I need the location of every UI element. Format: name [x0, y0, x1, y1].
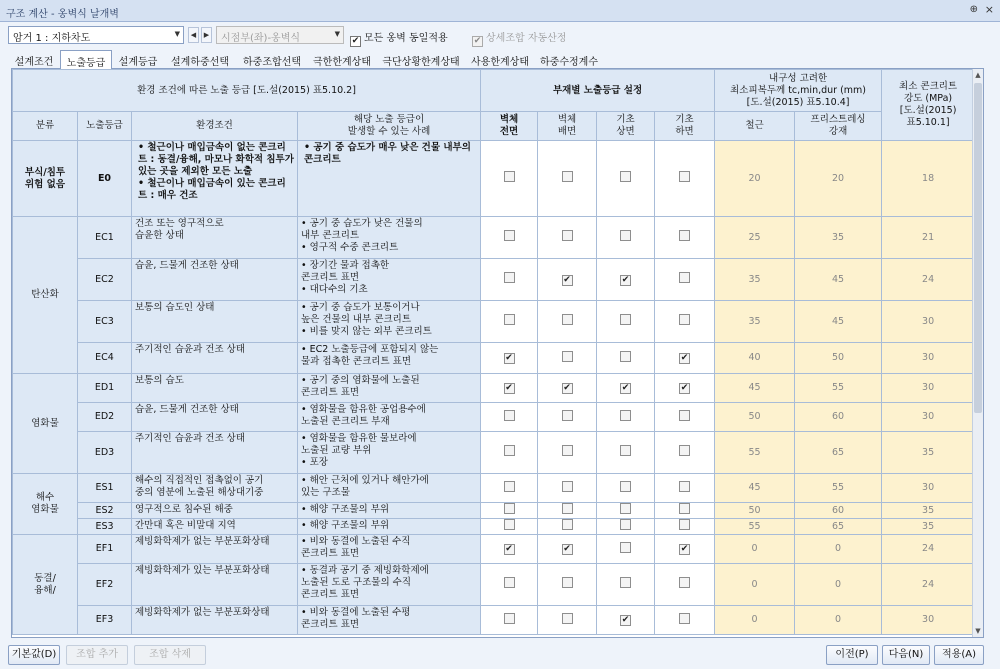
footing-top-checkbox[interactable]	[620, 481, 631, 492]
cell-wall-front	[481, 503, 538, 519]
col-example: 해당 노출 등급이 발생할 수 있는 사례	[298, 112, 481, 141]
wall-front-checkbox[interactable]	[504, 410, 515, 421]
cell-footing-bottom	[655, 503, 715, 519]
cell-wall-back	[538, 343, 597, 374]
rebar-cover: 35	[715, 259, 795, 301]
footing-bottom-checkbox[interactable]	[679, 519, 690, 530]
exposure-example: • 비와 동결에 노출된 수직 콘크리트 표면	[298, 535, 481, 564]
cell-footing-top	[597, 141, 655, 217]
grade-code: E0	[78, 141, 132, 217]
tab-design-grade[interactable]: 설계등급	[118, 57, 158, 68]
wall-front-checkbox[interactable]	[504, 481, 515, 492]
culvert-select-value: 암거 1 : 지하차도	[13, 33, 91, 44]
exposure-example: • 공기 중의 염화물에 노출된 콘크리트 표면	[298, 374, 481, 403]
rebar-cover: 55	[715, 432, 795, 474]
wall-front-checkbox[interactable]	[504, 613, 515, 624]
rebar-cover: 0	[715, 564, 795, 606]
footing-bottom-checkbox[interactable]	[679, 314, 690, 325]
grade-code: EF1	[78, 535, 132, 564]
footing-top-checkbox[interactable]	[620, 577, 631, 588]
same-apply-checkbox[interactable]	[350, 29, 448, 47]
prestress-cover: 55	[795, 474, 882, 503]
table-row	[13, 519, 975, 535]
prestress-cover: 20	[795, 141, 882, 217]
next-button[interactable]: 다음(N)	[882, 645, 930, 665]
cell-footing-top	[597, 403, 655, 432]
exposure-example: • 공기 중 습도가 보통이거나 높은 건물의 내부 콘크리트 • 비를 맞지 않는 외부 콘크리트	[298, 301, 481, 343]
col-condition: 환경조건	[132, 112, 298, 141]
footing-top-checkbox[interactable]	[620, 410, 631, 421]
cell-footing-bottom	[655, 519, 715, 535]
prev-culvert-button[interactable]: ◀	[188, 27, 199, 43]
auto-combo-label: 상세조합 자동산정	[486, 33, 567, 44]
cell-wall-back	[538, 564, 597, 606]
cell-footing-bottom	[655, 432, 715, 474]
culvert-select[interactable]	[8, 26, 184, 44]
wall-front-checkbox[interactable]: ✔	[505, 383, 513, 393]
cell-footing-top	[597, 474, 655, 503]
footing-bottom-checkbox[interactable]	[679, 410, 690, 421]
wall-back-checkbox[interactable]	[562, 503, 573, 514]
footing-top-checkbox[interactable]	[620, 503, 631, 514]
pin-icon[interactable]: ⊕	[969, 4, 978, 15]
col-prestress: 프리스트레싱 강재	[795, 112, 882, 141]
exposure-example: • 해안 근처에 있거나 해안가에 있는 구조물	[298, 474, 481, 503]
col-rebar: 철근	[715, 112, 795, 141]
wall-back-checkbox[interactable]	[562, 613, 573, 624]
min-strength: 30	[882, 403, 975, 432]
exposure-example: • 동결과 공기 중 제빙화학제에 노출된 도로 구조물의 수직 콘크리트 표면	[298, 564, 481, 606]
bottom-bar	[0, 641, 1000, 669]
exposure-example: • 공기 중 습도가 매우 낮은 건물 내부의 콘크리트	[298, 141, 481, 217]
apply-button[interactable]: 적용(A)	[934, 645, 984, 665]
rebar-cover: 50	[715, 403, 795, 432]
table-row	[13, 535, 975, 564]
group-none: 부식/침투 위험 없음	[13, 141, 78, 217]
footing-bottom-checkbox[interactable]	[679, 481, 690, 492]
cell-footing-bottom	[655, 474, 715, 503]
min-strength-title: 최소 콘크리트 강도 (MPa) [도.설(2015) 표5.10.1]	[882, 70, 975, 141]
footing-top-checkbox[interactable]	[620, 230, 631, 241]
cell-wall-front	[481, 519, 538, 535]
cell-wall-back	[538, 403, 597, 432]
footing-bottom-checkbox[interactable]	[679, 503, 690, 514]
footing-top-checkbox[interactable]: ✔	[621, 383, 630, 393]
footing-top-checkbox[interactable]	[620, 542, 631, 553]
grade-code: ED1	[78, 374, 132, 403]
table-row	[13, 606, 975, 635]
add-combo-button[interactable]: 조합 추가	[66, 645, 128, 665]
scroll-down-icon[interactable]: ▼	[975, 627, 981, 635]
exposure-example: • 해양 구조물의 부위	[298, 503, 481, 519]
col-grade: 노출등급	[78, 112, 132, 141]
wall-front-checkbox[interactable]	[504, 577, 515, 588]
min-strength: 30	[882, 343, 975, 374]
exposure-example: • 비와 동결에 노출된 수평 콘크리트 표면	[298, 606, 481, 635]
chevron-down-icon: ▼	[334, 30, 340, 38]
footing-bottom-checkbox[interactable]	[679, 445, 690, 456]
tab-load-modifier[interactable]: 하중수정계수	[540, 57, 598, 68]
env-condition: 제빙화학제가 있는 부분포화상태	[132, 564, 298, 606]
prev-button[interactable]: 이전(P)	[826, 645, 878, 665]
cell-wall-front	[481, 374, 538, 403]
close-icon[interactable]: ×	[984, 3, 994, 16]
col-footing-bottom: 기초 하면	[655, 112, 715, 141]
wall-front-checkbox[interactable]: ✔	[505, 353, 513, 363]
tab-extreme-event-limit-state[interactable]: 극단상황한계상태	[382, 57, 460, 68]
cover-thickness-title: 내구성 고려한 최소피복두께 tc,min,dur (mm) [도.설(2015) 표5.10.4]	[715, 70, 882, 112]
prestress-cover: 0	[795, 564, 882, 606]
min-strength: 30	[882, 301, 975, 343]
wall-back-checkbox[interactable]	[562, 445, 573, 456]
grade-code: ES1	[78, 474, 132, 503]
env-condition: 해수의 직접적인 접촉없이 공기 중의 염분에 노출된 해상대기중	[132, 474, 298, 503]
wall-front-checkbox[interactable]	[504, 519, 515, 530]
wall-front-checkbox[interactable]	[504, 314, 515, 325]
cell-wall-front	[481, 474, 538, 503]
wall-back-checkbox[interactable]	[562, 519, 573, 530]
cell-footing-top	[597, 503, 655, 519]
cell-footing-bottom	[655, 343, 715, 374]
cell-wall-front	[481, 343, 538, 374]
cell-wall-front	[481, 259, 538, 301]
rebar-cover: 40	[715, 343, 795, 374]
exposure-grade-grid	[11, 68, 984, 638]
rebar-cover: 25	[715, 217, 795, 259]
env-condition: 제빙화학제가 없는 부분포화상태	[132, 606, 298, 635]
footing-top-checkbox[interactable]: ✔	[621, 615, 630, 625]
grade-code: ED3	[78, 432, 132, 474]
prestress-cover: 0	[795, 606, 882, 635]
rebar-cover: 20	[715, 141, 795, 217]
window-title: 구조 계산 - 옹벽식 날개벽	[6, 9, 119, 20]
next-culvert-button[interactable]: ▶	[201, 27, 212, 43]
group-sea: 해수 염화물	[13, 474, 78, 535]
cell-footing-top	[597, 259, 655, 301]
grade-code: EC1	[78, 217, 132, 259]
min-strength: 30	[882, 374, 975, 403]
min-strength: 24	[882, 564, 975, 606]
cell-footing-bottom	[655, 374, 715, 403]
table-row	[13, 301, 975, 343]
footing-bottom-checkbox[interactable]	[679, 230, 690, 241]
prestress-cover: 65	[795, 432, 882, 474]
wall-back-checkbox[interactable]	[562, 351, 573, 362]
grade-code: EF2	[78, 564, 132, 606]
env-condition: 습윤, 드물게 건조한 상태	[132, 403, 298, 432]
cell-footing-bottom	[655, 301, 715, 343]
tab-exposure-grade[interactable]: 노출등급	[60, 50, 112, 69]
delete-combo-button[interactable]: 조합 삭제	[134, 645, 206, 665]
wall-back-checkbox[interactable]	[562, 577, 573, 588]
tab-design-load-select[interactable]: 설계하중선택	[171, 57, 229, 68]
prestress-cover: 0	[795, 535, 882, 564]
wall-select[interactable]	[216, 26, 344, 44]
table-row	[13, 343, 975, 374]
rebar-cover: 45	[715, 374, 795, 403]
cell-footing-bottom	[655, 217, 715, 259]
rebar-cover: 35	[715, 301, 795, 343]
env-condition: • 철근이나 매입금속이 없는 콘크리트 : 동결/융해, 마모나 화학적 침투가 있는 곳을 제외한 모든 노출 • 철근이나 매입금속이 있는 콘크리트 : 매우 건조	[132, 141, 298, 217]
wall-back-checkbox[interactable]	[562, 410, 573, 421]
cell-wall-back	[538, 432, 597, 474]
checkbox-checked-icon: ✔	[351, 36, 360, 46]
env-condition: 보통의 습도	[132, 374, 298, 403]
cell-footing-top	[597, 343, 655, 374]
cell-footing-top	[597, 519, 655, 535]
default-button[interactable]: 기본값(D)	[8, 645, 60, 665]
cell-wall-back	[538, 503, 597, 519]
cell-wall-back	[538, 474, 597, 503]
cell-footing-bottom	[655, 403, 715, 432]
exposure-example: • EC2 노출등급에 포함되지 않는 물과 접촉한 콘크리트 표면	[298, 343, 481, 374]
exposure-example: • 염화물을 함유한 물보라에 노출된 교량 부위 • 포장	[298, 432, 481, 474]
grade-code: EC2	[78, 259, 132, 301]
table-row	[13, 259, 975, 301]
prestress-cover: 60	[795, 403, 882, 432]
table-row	[13, 432, 975, 474]
min-strength: 30	[882, 606, 975, 635]
cell-wall-front	[481, 301, 538, 343]
rebar-cover: 45	[715, 474, 795, 503]
wall-back-checkbox[interactable]: ✔	[563, 274, 571, 285]
cell-footing-bottom	[655, 606, 715, 635]
env-condition: 주기적인 습윤과 건조 상태	[132, 432, 298, 474]
wall-front-checkbox[interactable]	[504, 445, 515, 456]
footing-bottom-checkbox[interactable]	[679, 577, 690, 588]
exposure-example: • 공기 중 습도가 낮은 건물의 내부 콘크리트 • 영구적 수중 콘크리트	[298, 217, 481, 259]
wall-back-checkbox[interactable]	[562, 230, 573, 241]
min-strength: 35	[882, 432, 975, 474]
wall-back-checkbox[interactable]	[562, 171, 573, 182]
env-condition: 보통의 습도인 상태	[132, 301, 298, 343]
group-carbon: 탄산화	[13, 217, 78, 374]
footing-bottom-checkbox[interactable]: ✔	[680, 383, 689, 393]
env-condition: 영구적으로 침수된 해중	[132, 503, 298, 519]
min-strength: 24	[882, 259, 975, 301]
rebar-cover: 0	[715, 606, 795, 635]
cell-footing-top	[597, 217, 655, 259]
wall-front-checkbox[interactable]	[504, 272, 515, 283]
cell-wall-back	[538, 535, 597, 564]
min-strength: 35	[882, 503, 975, 519]
cell-footing-top	[597, 301, 655, 343]
cell-footing-top	[597, 564, 655, 606]
cell-wall-back	[538, 217, 597, 259]
cell-wall-back	[538, 141, 597, 217]
min-strength: 18	[882, 141, 975, 217]
wall-back-checkbox[interactable]: ✔	[563, 383, 571, 393]
col-footing-top: 기초 상면	[597, 112, 655, 141]
table-row	[13, 141, 975, 217]
wall-front-checkbox[interactable]	[504, 503, 515, 514]
footing-bottom-checkbox[interactable]	[679, 613, 690, 624]
checkbox-checked-icon: ✔	[473, 36, 482, 46]
cell-footing-bottom	[655, 535, 715, 564]
table-row	[13, 374, 975, 403]
window-titlebar	[0, 0, 1000, 22]
wall-back-checkbox[interactable]	[562, 314, 573, 325]
env-condition: 건조 또는 영구적으로 습윤한 상태	[132, 217, 298, 259]
cell-wall-front	[481, 606, 538, 635]
wall-back-checkbox[interactable]	[562, 481, 573, 492]
cell-footing-top	[597, 374, 655, 403]
table-row	[13, 217, 975, 259]
grade-code: EF3	[78, 606, 132, 635]
wall-select-value: 시점부(좌)-옹벽식	[221, 33, 301, 44]
member-grade-title: 부재별 노출등급 설정	[481, 70, 715, 112]
grade-code: ED2	[78, 403, 132, 432]
cell-wall-front	[481, 217, 538, 259]
cell-footing-bottom	[655, 564, 715, 606]
footing-top-checkbox[interactable]	[620, 445, 631, 456]
wall-front-checkbox[interactable]	[504, 230, 515, 241]
footing-bottom-checkbox[interactable]	[679, 272, 690, 283]
cell-wall-back	[538, 259, 597, 301]
wall-front-checkbox[interactable]	[504, 171, 515, 182]
prestress-cover: 35	[795, 217, 882, 259]
cell-footing-bottom	[655, 141, 715, 217]
same-apply-label: 모든 옹벽 동일적용	[364, 33, 448, 44]
rebar-cover: 0	[715, 535, 795, 564]
grade-code: EC4	[78, 343, 132, 374]
exposure-example: • 해양 구조물의 부위	[298, 519, 481, 535]
cell-footing-top	[597, 606, 655, 635]
env-condition: 제빙화학제가 없는 부분포화상태	[132, 535, 298, 564]
grade-code: ES2	[78, 503, 132, 519]
table-row	[13, 503, 975, 519]
table-row	[13, 474, 975, 503]
cell-footing-top	[597, 432, 655, 474]
min-strength: 35	[882, 519, 975, 535]
footing-bottom-checkbox[interactable]: ✔	[680, 544, 689, 554]
cell-wall-back	[538, 374, 597, 403]
cell-wall-front	[481, 564, 538, 606]
cell-wall-back	[538, 301, 597, 343]
wall-front-checkbox[interactable]: ✔	[505, 544, 513, 554]
prestress-cover: 55	[795, 374, 882, 403]
scroll-thumb[interactable]	[974, 83, 982, 413]
cell-footing-top	[597, 535, 655, 564]
exposure-example: • 염화물을 함유한 공업용수에 노출된 콘크리트 부재	[298, 403, 481, 432]
cell-wall-back	[538, 519, 597, 535]
cell-wall-front	[481, 535, 538, 564]
prestress-cover: 65	[795, 519, 882, 535]
min-strength: 30	[882, 474, 975, 503]
grade-code: ES3	[78, 519, 132, 535]
prestress-cover: 60	[795, 503, 882, 519]
footing-top-checkbox[interactable]	[620, 519, 631, 530]
footing-top-checkbox[interactable]	[620, 171, 631, 182]
env-condition: 습윤, 드물게 건조한 상태	[132, 259, 298, 301]
footing-bottom-checkbox[interactable]	[679, 171, 690, 182]
col-wall-back: 벽체 배면	[538, 112, 597, 141]
chevron-down-icon: ▼	[174, 30, 180, 38]
footing-top-checkbox[interactable]: ✔	[621, 274, 630, 285]
col-category: 분류	[13, 112, 78, 141]
col-wall-front: 벽체 전면	[481, 112, 538, 141]
prestress-cover: 45	[795, 301, 882, 343]
env-condition: 주기적인 습윤과 건조 상태	[132, 343, 298, 374]
table-row	[13, 564, 975, 606]
min-strength: 21	[882, 217, 975, 259]
cell-wall-back	[538, 606, 597, 635]
tab-ultimate-limit-state[interactable]: 극한한계상태	[313, 57, 371, 68]
footing-top-checkbox[interactable]	[620, 351, 631, 362]
tab-design-conditions[interactable]: 설계조건	[14, 57, 54, 68]
group-freeze: 동결/ 융해/	[13, 535, 78, 635]
cell-wall-front	[481, 432, 538, 474]
scroll-up-icon[interactable]: ▲	[975, 71, 981, 79]
prestress-cover: 45	[795, 259, 882, 301]
auto-combo-checkbox[interactable]	[472, 29, 566, 47]
tab-service-limit-state[interactable]: 사용한계상태	[471, 57, 529, 68]
grade-code: EC3	[78, 301, 132, 343]
env-table-title: 환경 조건에 따른 노출 등급 [도.설(2015) 표5.10.2]	[13, 70, 481, 112]
group-chloride: 염화물	[13, 374, 78, 474]
toolbar	[0, 23, 1000, 47]
tab-load-combo-select[interactable]: 하중조합선택	[243, 57, 301, 68]
exposure-example: • 장기간 물과 접촉한 콘크리트 표면 • 대다수의 기초	[298, 259, 481, 301]
table-row	[13, 403, 975, 432]
env-condition: 간만대 혹은 비말대 지역	[132, 519, 298, 535]
prestress-cover: 50	[795, 343, 882, 374]
min-strength: 24	[882, 535, 975, 564]
cell-footing-bottom	[655, 259, 715, 301]
wall-back-checkbox[interactable]: ✔	[563, 544, 571, 554]
vertical-scrollbar[interactable]	[972, 69, 983, 637]
cell-wall-front	[481, 403, 538, 432]
footing-top-checkbox[interactable]	[620, 314, 631, 325]
exposure-table	[12, 69, 975, 635]
rebar-cover: 50	[715, 503, 795, 519]
rebar-cover: 55	[715, 519, 795, 535]
footing-bottom-checkbox[interactable]: ✔	[680, 353, 689, 363]
cell-wall-front	[481, 141, 538, 217]
